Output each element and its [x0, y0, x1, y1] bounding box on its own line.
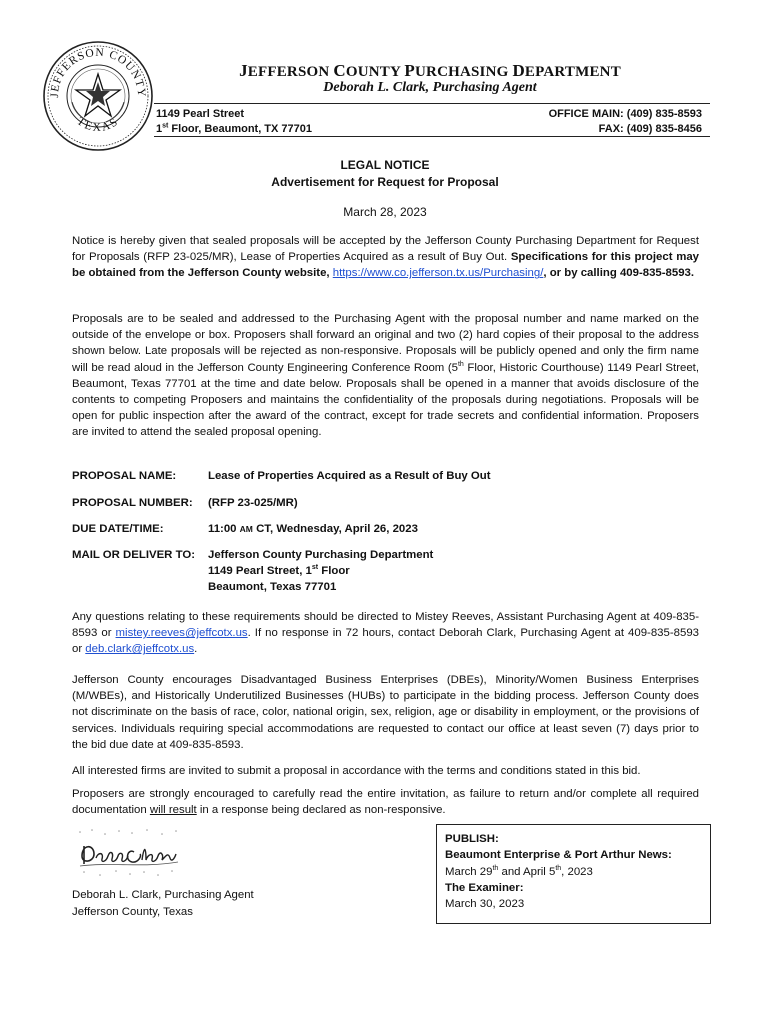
header-rule-bottom: [154, 136, 710, 137]
office-main: OFFICE MAIN: (409) 835-8593: [548, 108, 702, 120]
proposal-name-label: PROPOSAL NAME:: [72, 470, 177, 482]
publish-dates-1: March 29th and April 5th, 2023: [445, 864, 593, 878]
paragraph-dbe: Jefferson County encourages Disadvantaged Business Enterprises (DBEs), Minority/Women Business Enterprises (M/WBEs), and Historically Underutilized Businesses (HUBs) to participate in the bidding process. Jefferson County does not discriminate on the basis of race, color, national origin, sex, religion, age or disability in employment, or the provisions of services. Individuals requiring special accommodations are requested to contact our office at least seven (7) days prior to the bid due date at 409-835-8593.: [72, 674, 699, 751]
notice-date: March 28, 2023: [343, 205, 427, 219]
mail-label: MAIL OR DELIVER TO:: [72, 549, 195, 561]
address-block: [156, 107, 312, 137]
address-line-2: 1st Floor, Beaumont, TX 77701: [156, 122, 313, 135]
paragraph-questions: Any questions relating to these requirements should be directed to Mistey Reeves, Assistant Purchasing Agent at 409-835-8593 or mistey.reeves@jeffcotx.us. If no response in 72 hours, contact Deborah Clark, Purchasing Agent at 409-835-8593 or deb.clark@jeffcotx.us.: [72, 611, 699, 656]
proposal-number-value: (RFP 23-025/MR): [208, 497, 298, 509]
svg-text:TEXAS: [75, 115, 122, 134]
fax: FAX: (409) 835-8456: [598, 123, 702, 135]
address-line-1: 1149 Pearl Street: [156, 108, 245, 120]
paragraph-invite: All interested firms are invited to submit a proposal in accordance with the terms and conditions stated in this bid.: [72, 765, 641, 777]
mail-address: Jefferson County Purchasing Department 1149 Pearl Street, 1st Floor Beaumont, Texas 77701: [208, 549, 434, 594]
paragraph-warning: Proposers are strongly encouraged to carefully read the entire invitation, as failure to return and/or complete all required documentation will result in a response being declared as non-responsive.: [72, 788, 699, 817]
purchasing-website-link[interactable]: https://www.co.jefferson.tx.us/Purchasing/: [332, 267, 544, 280]
signature-image: [72, 826, 184, 880]
signer-block: [72, 887, 254, 920]
due-date-value: 11:00 AM CT, Wednesday, April 26, 2023: [208, 523, 418, 535]
email-link-reeves[interactable]: mistey.reeves@jeffcotx.us: [115, 627, 248, 640]
due-date-label: DUE DATE/TIME:: [72, 523, 164, 535]
paragraph-submission: Proposals are to be sealed and addressed to the Purchasing Agent with the proposal number and name marked on the outside of the envelope or box. Proposers shall forward an original and two (2) hard copies of their proposal to the address shown below. Late proposals will be rejected as non-responsive. Proposals will be publicly opened and only the firm name will be read aloud in the Jefferson County Engineering Conference Room (5th Floor, Historic Courthouse) 1149 Pearl Street, Beaumont, Texas 77701 at the time and date below. Proposals shall be opened in a manner that avoids disclosure of the contents to competing Proposers and maintains the confidentiality of the proposals during negotiations. Proposals will be open for public inspection after the award of the contract, except for trade secrets and confidential information. Proposers are invited to attend the sealed proposal opening.: [72, 313, 699, 439]
seal-text-top: JEFFERSON COUNTY: [48, 46, 148, 98]
signer-county: Jefferson County, Texas: [72, 905, 193, 918]
contact-block: [549, 107, 702, 137]
county-seal: [42, 40, 154, 152]
proposal-name-value: Lease of Properties Acquired as a Result of Buy Out: [208, 470, 491, 482]
notice-subtitle: Advertisement for Request for Proposal: [271, 175, 499, 189]
notice-title: LEGAL NOTICE: [340, 158, 430, 172]
paragraph-intro: Notice is hereby given that sealed proposals will be accepted by the Jefferson County Purchasing Department for Request for Proposals (RFP 23-025/MR), Lease of Properties Acquired as a result of Buy Out. Specifications for this project may be obtained from the Jefferson County website, https://www.co.jefferson.tx.us/Purchasing/, or by calling 409-835-8593.: [72, 235, 699, 280]
proposal-number-label: PROPOSAL NUMBER:: [72, 497, 193, 509]
email-link-clark[interactable]: deb.clark@jeffcotx.us: [85, 643, 195, 656]
department-title: JEFFERSON COUNTY PURCHASING DEPARTMENT: [239, 61, 621, 80]
publish-paper-1: Beaumont Enterprise & Port Arthur News:: [445, 849, 672, 862]
signer-name: Deborah L. Clark, Purchasing Agent: [72, 889, 254, 901]
publish-paper-2: The Examiner:: [445, 881, 524, 894]
publish-dates-2: March 30, 2023: [445, 898, 525, 911]
header-rule-top: [154, 103, 710, 104]
agent-line: Deborah L. Clark, Purchasing Agent: [323, 80, 537, 95]
seal-text-bottom: TEXAS: [74, 115, 122, 134]
publish-heading: PUBLISH:: [445, 833, 499, 845]
publish-box: [436, 824, 711, 924]
